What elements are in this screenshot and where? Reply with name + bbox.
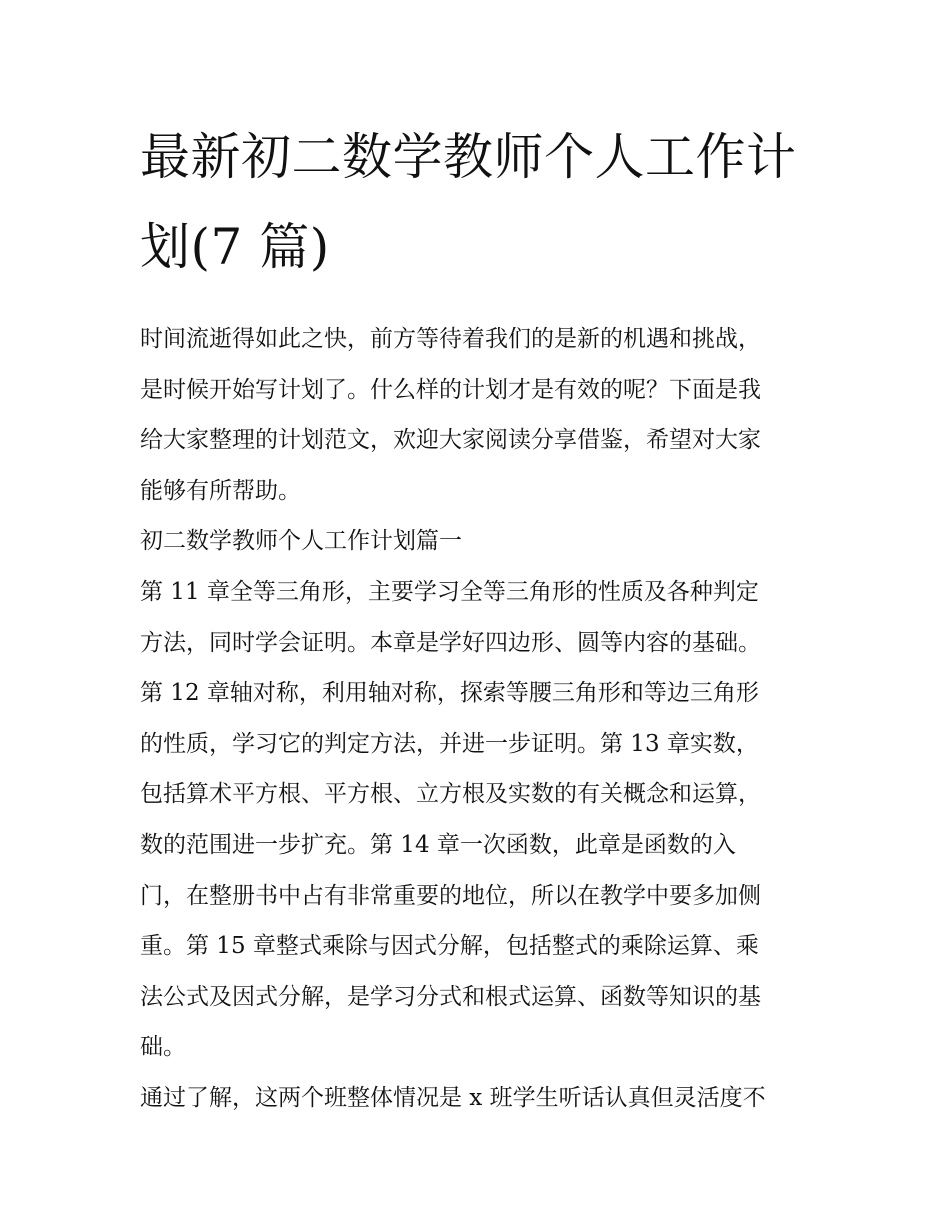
text-line: 础。	[140, 1034, 186, 1061]
document-title	[140, 112, 820, 292]
text-line: 给大家整理的计划范文，欢迎大家阅读分享借鉴，希望对大家	[140, 427, 761, 454]
chapter-paragraph	[140, 567, 820, 1073]
text-line: 方法，同时学会证明。本章是学好四边形、圆等内容的基础。	[140, 629, 761, 656]
text-line: 第 11 章全等三角形，主要学习全等三角形的性质及各种判定	[140, 578, 759, 605]
document-body	[140, 314, 820, 1124]
text-line: 包括算术平方根、平方根、立方根及实数的有关概念和运算，	[140, 781, 761, 808]
text-line: 通过了解，这两个班整体情况是 x 班学生听话认真但灵活度不	[140, 1084, 766, 1111]
text-line: 是时候开始写计划了。什么样的计划才是有效的呢？下面是我	[140, 376, 761, 403]
title-line: 划(7 篇)	[140, 218, 330, 276]
text-line: 门，在整册书中占有非常重要的地位，所以在教学中要多加侧	[140, 882, 761, 909]
closing-paragraph	[140, 1073, 820, 1124]
text-line: 的性质，学习它的判定方法，并进一步证明。第 13 章实数，	[140, 730, 759, 757]
title-line: 最新初二数学教师个人工作计	[140, 128, 797, 186]
text-line: 第 12 章轴对称，利用轴对称，探索等腰三角形和等边三角形	[140, 680, 759, 707]
document-page	[140, 112, 820, 1124]
text-line: 重。第 15 章整式乘除与因式分解，包括整式的乘除运算、乘	[140, 933, 759, 960]
text-line: 能够有所帮助。	[140, 477, 301, 504]
section-heading: 初二数学教师个人工作计划篇一	[140, 528, 462, 555]
intro-paragraph	[140, 314, 820, 516]
text-line: 时间流逝得如此之快，前方等待着我们的是新的机遇和挑战，	[140, 326, 761, 352]
text-line: 法公式及因式分解，是学习分式和根式运算、函数等知识的基	[140, 983, 761, 1010]
text-line: 数的范围进一步扩充。第 14 章一次函数，此章是函数的入	[140, 831, 736, 858]
